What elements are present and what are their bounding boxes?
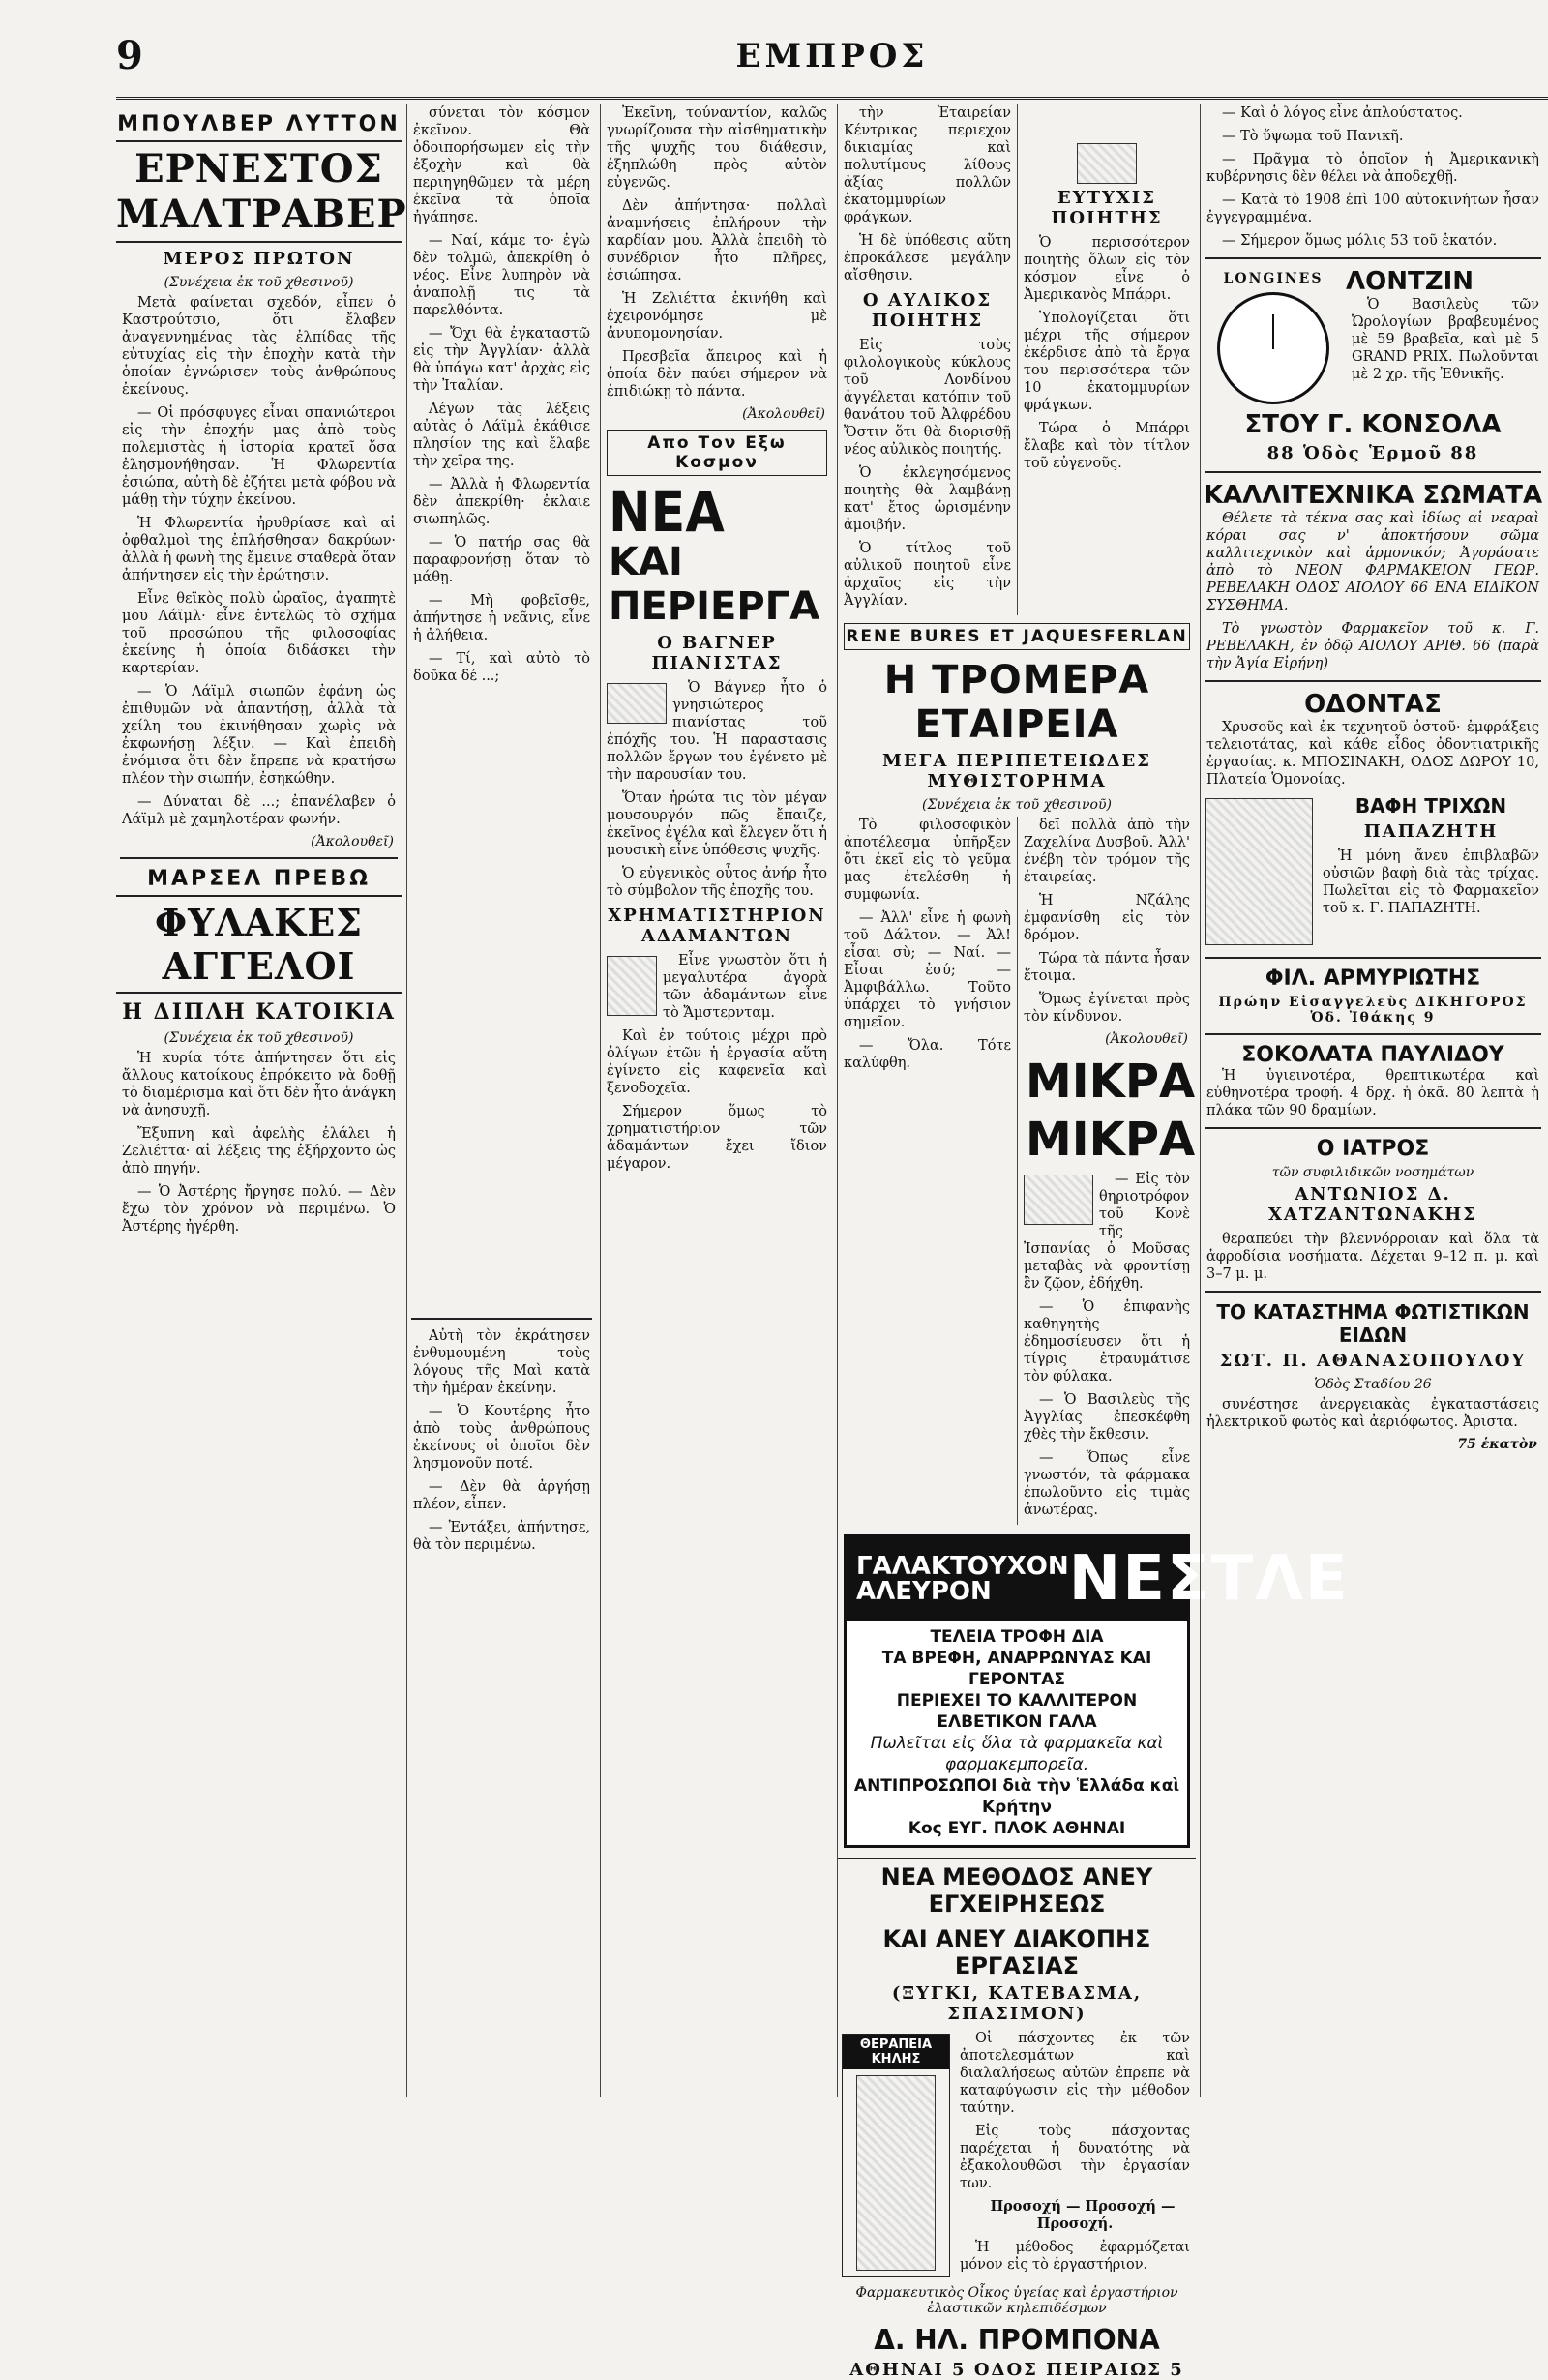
news-line: — Καὶ ὁ λόγος εἶνε ἀπλούστατος.	[1222, 105, 1463, 121]
serial2-paragraph: Αὐτὴ τὸν ἐκράτησεν ἐνθυμουμένη τοὺς λόγους τῆς Μαὶ κατὰ τὴν ἡμέραν ἐκείνην.	[413, 1328, 590, 1396]
serial1-paragraph: Εἶνε θεϊκὸς πολὺ ὡραῖος, ἀγαπητὲ μου Λάϊμλ· εἶνε ἐντελῶς τὸ σχῆμα τοῦ προσώπου τῆς φιλοσοφίας ἐκείνης ἡ ὁποία διδάσκει τὴν καρτερίαν.	[122, 591, 396, 676]
nestle-body	[847, 1621, 1187, 1845]
mikra-heading: ΜΙΚΡΑ	[1026, 1055, 1196, 1109]
odontas-text: Χρυσοῦς καὶ ἐκ τεχνητοῦ ὀστοῦ· ἐμφράξεις τελειοτάτας, καὶ κάθε εἶδος ὀδοντιατρικῆς ἐργασίας. κ. ΜΠΟΣΙΝΑΚΗ, ΟΔΟΣ ΔΩΡΟΥ 10, Πλατεία Ὁμονοίας.	[1206, 720, 1539, 788]
serial2-paragraph: — Ὁ Ἀστέρης ἤργησε πολύ. — Δὲν ἔχω τὸν χρόνον νὰ περιμένω. Ὁ Ἀστέρης ἠγέρθη.	[122, 1184, 396, 1235]
col4-left	[838, 104, 1018, 615]
item2-paragraph: Σήμερον ὅμως τὸ χρηματιστήριον τῶν ἀδαμάντων ἔχει ἴδιον μέγαρον.	[607, 1104, 827, 1172]
eftyxis-paragraph: Ὁ περισσότερον ποιητὴς ὅλων εἰς τὸν κόσμον εἶνε ὁ Ἀμερικανὸς Μπάρρι.	[1024, 235, 1190, 303]
nestle-line: Κος ΕΥΓ. ΠΛΟΚ ΑΘΗΝΑΙ	[908, 1819, 1126, 1838]
eftyxis-paragraph: Τώρα ὁ Μπάρρι ἔλαβε καὶ τὸν τίτλον τοῦ εὐγενοῦς.	[1024, 421, 1190, 471]
nestle-line: ΠΕΡΙΕΧΕΙ ΤΟ ΚΑΛΛΙΤΕΡΟΝ ΕΛΒΕΤΙΚΟΝ ΓΑΛΑ	[896, 1691, 1138, 1732]
longines-text: Ὁ Βασιλεὺς τῶν Ὡρολογίων βραβευμένος μὲ 59 βραβεῖα, καὶ μὲ 5 GRAND PRIX. Πωλοῦνται μὲ 2 χρ. τῆς Ἐθνικῆς.	[1352, 297, 1539, 382]
longines-left	[1201, 267, 1346, 410]
serial1-paragraph: Ἡ Φλωρεντία ἠρυθρίασε καὶ αἱ ὀφθαλμοὶ της ἐπλήσθησαν δακρύων· ἀλλὰ ἡ φωνὴ της ἔμεινε σταθερὰ ὅταν ἀπήντησεν εἰς τὴν ἐρώτησιν.	[122, 516, 396, 583]
store-title: ΤΟ ΚΑΤΑΣΤΗΜΑ ΦΩΤΙΣΤΙΚΩΝ ΕΙΔΩΝ	[1216, 1300, 1530, 1347]
rene-paragraph: Ὅμως ἐγίνεται πρὸς τὸν κίνδυνον.	[1024, 992, 1190, 1025]
nestle-ad	[844, 1534, 1350, 1848]
serial2-paragraph: Ἡ κυρία τότε ἀπήντησεν ὅτι εἰς ἄλλους κατοίκους ἐπρόκειτο νὰ δοθῇ τὸ διαμέρισμα καὶ ὅτι δὲν ἦτο ἀνάγκη νὰ ἀνησυχῇ.	[122, 1051, 396, 1118]
vafi-ad	[1201, 794, 1545, 949]
store-percent: 75 ἑκατὸν	[1457, 1437, 1537, 1452]
nestle-header	[847, 1537, 1350, 1621]
col4-right	[1018, 104, 1196, 615]
kall-text: Θέλετε τὰ τέκνα σας καὶ ἰδίως αἱ νεαραὶ κόραι σας ν' ἀποκτήσουν σῶμα καλλιτεχνικὸν καὶ ἁρμονικόν; Ἀγοράσατε ἀπὸ τὸ ΝΕΟΝ ΦΑΡΜΑΚΕΙΟΝ ΓΕΩΡ. ΡΕΒΕΛΑΚΗ ΟΔΟΣ ΑΙΟΛΟΥ 66 ΕΝΑ ΕΙΔΙΚΟΝ ΣΥΣΘΗΜΑ.	[1206, 511, 1539, 613]
serial2-subtitle: Η ΔΙΠΛΗ ΚΑΤΟΙΚΙΑ	[122, 999, 396, 1025]
method-body	[838, 2030, 1196, 2281]
lawyer-text: Πρώην Εἰσαγγελεὺς ΔΙΚΗΓΟΡΟΣ Ὁδ. Ἰθάκης 9	[1218, 995, 1528, 1026]
nestle-left	[856, 1554, 1069, 1604]
serial2-author: ΜΑΡΣΕΛ ΠΡΕΒΩ	[147, 867, 371, 891]
poet-title: Ο ΑΥΛΙΚΟΣ ΠΟΙΗΤΗΣ	[862, 290, 993, 331]
nestle-brand: ΝΕΣΤΛΕ	[1068, 1543, 1350, 1615]
longines-right	[1346, 267, 1545, 389]
serial2-paragraph: — Ὁ Κουτέρης ἦτο ἀπὸ τοὺς ἀνθρώπους ἐκείνους οἱ ὁποῖοι δὲν λησμονοῦν ποτέ.	[413, 1404, 590, 1472]
divider	[1205, 1291, 1541, 1293]
serial-paragraph: Πρεσβεῖα ἄπειρος καὶ ἡ ὁποία δὲν παύει σήμερον νὰ ἐπιδιώκῃ τὸ πάντα.	[607, 349, 827, 400]
vafi-title: ΒΑΦΗ ΤΡΙΧΩΝ	[1354, 794, 1507, 818]
serial2-title: ΦΥΛΑΚΕΣ ΑΓΓΕΛΟΙ	[116, 895, 402, 994]
divider	[120, 857, 398, 859]
store-address: Ὁδὸς Σταδίου 26	[1314, 1377, 1432, 1392]
news-line: — Πρᾶγμα τὸ ὁποῖον ἡ Ἀμερικανικὴ κυβέρνησις δὲν θέλει νὰ ἀποδεχθῇ.	[1206, 152, 1539, 185]
kall-text-2: Τὸ γνωστὸν Φαρμακεῖον τοῦ κ. Γ. ΡΕΒΕΛΑΚΗ, ἐν ὁδῷ ΑΙΟΛΟΥ ΑΡΙΘ. 66 (παρὰ τὴν Ἁγία Εἰρήνη)	[1206, 621, 1539, 671]
serial-paragraph: Ἐκεῖνη, τούναντίον, καλῶς γνωρίζουσα τὴν αἰσθηματικὴν τῆς ψυχῆς του διάθεσιν, ἐξηπλώθη πρὸς αὐτὸν εὐγενῶς.	[607, 105, 827, 191]
serial1-author: ΜΠΟΥΛΒΕΡ ΛΥΤΤΟΝ	[117, 112, 401, 136]
doctor-name: ΑΝΤΩΝΙΟΣ Δ. ΧΑΤΖΑΝΤΩΝΑΚΗΣ	[1267, 1184, 1478, 1225]
serial1-paragraph: — Ἀλλὰ ἡ Φλωρεντία δὲν ἀπεκρίθη· ἐκλαιε σιωπηλῶς.	[413, 477, 590, 527]
method-footer-1: Φαρμακευτικὸς Οἶκος ὑγείας καὶ ἐργαστήριον ἐλαστικῶν κηλεπιδέσμων	[855, 2285, 1178, 2316]
store-text: συνέστησε ἀνεργειακὰς ἐγκαταστάσεις ἠλεκτρικοῦ φωτὸς καὶ ἀεριόφωτος. Ἀριστα.	[1206, 1397, 1539, 1430]
method-head-1: ΝΕΑ ΜΕΘΟΔΟΣ ΑΝΕΥ ΕΓΧΕΙΡΗΣΕΩΣ	[838, 1858, 1196, 1918]
nestle-line: Πωλεῖται εἰς ὅλα τὰ φαρμακεῖα καὶ φαρμακεμπορεῖα.	[870, 1734, 1164, 1774]
nestle-left-top: ΓΑΛΑΚΤΟΥΧΟΝ	[856, 1552, 1069, 1581]
serial1-paragraph: — Ὁ πατήρ σας θὰ παραφρονήσῃ ὅταν τὸ μάθῃ.	[413, 535, 590, 585]
poet-paragraph: Ὁ τίτλος τοῦ αὐλικοῦ ποιητοῦ εἶνε ἀρχαῖος εἰς τὴν Ἀγγλίαν.	[844, 541, 1011, 609]
pen-illustration	[607, 683, 667, 724]
rene-title: Η ΤΡΟΜΕΡΑ ΕΤΑΙΡΕΙΑ	[883, 658, 1150, 747]
column-3	[600, 104, 833, 2097]
method-head-3: (ΞΥΓΚΙ, ΚΑΤΕΒΑΣΜΑ, ΣΠΑΣΙΜΟΝ)	[891, 1983, 1143, 2024]
column-1	[116, 104, 407, 2097]
serial1-part: ΜΕΡΟΣ ΠΡΩΤΟΝ	[163, 249, 355, 269]
rene-paragraph: δεῖ πολλὰ ἀπὸ τὴν Ζαχελίνα Δυσβοῦ. Ἀλλ' ἐνέβη τὸν τρόμον τῆς ἐταιρείας.	[1024, 818, 1190, 885]
rene-continuation: (Συνέχεια ἐκ τοῦ χθεσινοῦ)	[922, 797, 1112, 813]
column-2	[406, 104, 596, 2097]
item1-paragraph: Ὁ Βάγνερ ἦτο ὁ γνησιώτερος πιανίστας τοῦ ἐπόχῆς του. Ἡ παραστασις πολλῶν ἔργων του ἐγένετο μὲ τὴν παρουσίαν του.	[607, 680, 827, 783]
rene-paragraph: Ἡ Νζάλης ἐμφανίσθη εἰς τὸν δρόμον.	[1024, 893, 1190, 943]
nestle-left-bottom: ΑΛΕΥΡΟΝ	[856, 1577, 992, 1606]
kall-title: ΚΑΛΛΙΤΕΧΝΙΚΑ ΣΩΜΑΤΑ	[1203, 481, 1543, 510]
method-head-2: ΚΑΙ ΑΝΕΥ ΔΙΑΚΟΠΗΣ ΕΡΓΑΣΙΑΣ	[882, 1925, 1151, 1979]
item2-title: ΧΡΗΜΑΤΙΣΤΗΡΙΟΝ ΑΔΑΜΑΝΤΩΝ	[608, 906, 826, 946]
serial-paragraph: Δὲν ἀπήντησα· πολλαὶ ἀναμνήσεις ἐπλήρουν τὴν καρδίαν μου. Ἀλλὰ ἐπειδὴ τὸ συνέδριον ἦτο πλῆρες, ἐσιώπησα.	[607, 198, 827, 283]
method-paragraph: Ἡ μέθοδος ἐφαρμόζεται μόνον εἰς τὸ ἐργαστήριον.	[960, 2240, 1190, 2273]
eftyxis-paragraph: Ὑπολογίζεται ὅτι μέχρι τῆς σήμερον ἐκέρδισε ἀπὸ τὰ ἔργα του περισσότερα τῶν 10 ἑκατομμυρίων φράγκων.	[1024, 311, 1190, 413]
divider	[1205, 257, 1541, 259]
col3-end-note: (Ἀκολουθεῖ)	[742, 406, 825, 422]
serial2-continuation: (Συνέχεια ἐκ τοῦ χθεσινοῦ)	[164, 1030, 354, 1046]
divider	[1205, 957, 1541, 959]
col4-top-row	[838, 104, 1196, 615]
method-badge: ΘΕΡΑΠΕΙΑ ΚΗΛΗΣ	[843, 2035, 949, 2069]
spacer	[407, 691, 596, 1310]
serial1-paragraph: — Δύναται δὲ ...; ἐπανέλαβεν ὁ Λάϊμλ μὲ χαμηλοτέραν φωνήν.	[122, 794, 396, 827]
rene-paragraph: — Ὄλα. Τότε καλύφθη.	[844, 1038, 1011, 1071]
nestle-line: ΑΝΤΙΠΡΟΣΩΠΟΙ διὰ τὴν Ἑλλάδα καὶ Κρήτην	[853, 1776, 1180, 1817]
divider	[1205, 471, 1541, 473]
vafi-sub: ΠΑΠΑΖΗΤΗ	[1363, 821, 1499, 842]
vafi-right	[1317, 794, 1545, 949]
longines-name: ΛΟΝΤΖΙΝ	[1346, 267, 1474, 296]
mikra-heading-2: ΜΙΚΡΑ	[1026, 1113, 1196, 1167]
chocolate-title: ΣΟΚΟΛΑΤΑ ΠΑΥΛΙΔΟΥ	[1241, 1043, 1504, 1067]
serial1-paragraph: — Οἱ πρόσφυγες εἶναι σπανιώτεροι εἰς τὴν ἐποχήν μας ἀπὸ τοὺς πολεμιστὰς ἡ ἱστορία κρατεῖ ὅσα ἐλησμονήθησαν. Ἡ Φλωρεντία ἐσιώπα, αὐτὴ δὲ ἐζήτει μετὰ φόβου νὰ μάθῃ τὴν τύχην ἐκείνου.	[122, 405, 396, 508]
news-line: — Τὸ ὕψωμα τοῦ Πανικῆ.	[1222, 129, 1404, 144]
divider	[1205, 1127, 1541, 1129]
rene-subtitle: ΜΕΓΑ ΠΕΡΙΠΕΤΕΙΩΔΕΣ ΜΥΘΙΣΤΟΡΗΜΑ	[881, 751, 1151, 791]
mikra-paragraph: — Ὅπως εἶνε γνωστόν, τὰ φάρμακα ἐπωλοῦντο εἰς τιμὰς ἀνωτέρας.	[1024, 1450, 1190, 1518]
tiger-illustration	[1024, 1175, 1093, 1225]
rene-body	[838, 817, 1196, 1525]
poet-paragraph: Εἰς τοὺς φιλολογικοὺς κύκλους τοῦ Λονδίνου ἀγγέλεται κατόπιν τοῦ θανάτου τοῦ Ἀλφρέδου Ὄστιν ὅτι θὰ διορισθῇ νέος αὐλικὸς ποιητής.	[844, 338, 1011, 458]
figure-illustration	[856, 2075, 936, 2271]
vafi-text: Ἡ μόνη ἄνευ ἐπιβλαβῶν οὐσιῶν βαφὴ διὰ τὰς τρίχας. Πωλεῖται εἰς τὸ Φαρμακεῖον τοῦ κ. Γ. ΠΑΠΑΖΗΤΗ.	[1323, 848, 1539, 916]
serial1-continuation: (Συνέχεια ἐκ τοῦ χθεσινοῦ)	[164, 275, 354, 290]
serial1-paragraph: Μετὰ φαίνεται σχεδόν, εἶπεν ὁ Καστρούτσιο, ὅτι ἔλαβεν ἀναγεννημένας τὰς ἐλπίδας τῆς εὐτυχίας εἰς τὴν ἐποχὴν κατὰ τὴν ὁποίαν ἐγνώρισεν τοὺς ἀνθρώπους ἐκείνους.	[122, 295, 396, 398]
item2-paragraph: Εἶνε γνωστὸν ὅτι ἡ μεγαλυτέρα ἀγορὰ τῶν ἀδαμάντων εἶνε τὸ Ἄμστερνταμ.	[663, 953, 827, 1021]
method-paragraph: Εἰς τοὺς πάσχοντας παρέχεται ἡ δυνατότης νὰ ἐξακολουθῶσι τὴν ἐργασίαν των.	[960, 2124, 1190, 2191]
mikra-paragraph: — Ὁ Βασιλεὺς τῆς Ἀγγλίας ἐπεσκέφθη χθὲς τὴν ἔκθεσιν.	[1024, 1392, 1190, 1443]
mikra-paragraph: — Εἰς τὸν θηριοτρόφον τοῦ Κονὲ τῆς Ἰσπανίας ὁ Μοῦσας μεταβὰς νὰ φροντίσῃ ἓν ζῷον, ἐδήχθη.	[1024, 1172, 1190, 1292]
poet-paragraph: Ὁ ἐκλεγησόμενος ποιητὴς θὰ λαμβάνῃ κατ' ἔτος ὡρισμένην ἀμοιβήν.	[844, 465, 1011, 533]
serial1-paragraph: — Μὴ φοβεῖσθε, ἀπήντησε ἡ νεᾶνις, εἶνε ἡ ἀλήθεια.	[413, 593, 590, 643]
serial1-paragraph: Λέγων τὰς λέξεις αὐτὰς ὁ Λάϊμλ ἐκάθισε πλησίον της καὶ ἔλαβε τὴν χεῖρα της.	[413, 402, 590, 469]
doctor-title: Ο ΙΑΤΡΟΣ	[1316, 1137, 1430, 1161]
rene-paragraph: Τώρα τὰ πάντα ἦσαν ἕτοιμα.	[1024, 951, 1190, 984]
col4-paragraph: τὴν Ἐταιρείαν Κέντρικας περιεχον δικιαμίας καὶ πολυτίμους λίθους ἀξίας πολλῶν ἑκατομμυρίων φράγκων.	[844, 105, 1011, 225]
clock-icon	[1217, 292, 1329, 404]
mikra-paragraph: — Ὁ ἐπιφανὴς καθηγητὴς ἐδημοσίευσεν ὅτι ἡ τίγρις ἐτραυμάτισε τὸν φύλακα.	[1024, 1299, 1190, 1384]
item1-paragraph: Ὁ εὐγενικὸς οὗτος ἀνήρ ἦτο τὸ σύμβολον τῆς ἐποχῆς του.	[607, 866, 827, 899]
rene-left	[838, 817, 1018, 1525]
method-paragraph: Οἱ πάσχοντες ἐκ τῶν ἀποτελεσμάτων καὶ διαλαλήσεως αὐτῶν ἐπρεπε νὰ καταφύγωσιν εἰς τὴν μέθοδον ταύτην.	[960, 2031, 1190, 2116]
method-paragraph: Προσοχή — Προσοχή — Προσοχή.	[990, 2198, 1176, 2232]
longines-ad	[1201, 267, 1545, 410]
doctor-text: θεραπεύει τὴν βλεννόρροιαν καὶ ὅλα τὰ ἀφροδίσια νοσήματα. Δέχεται 9–12 π. μ. καὶ 3–7 μ. μ.	[1206, 1232, 1539, 1282]
col4-paragraph: Ἡ δὲ ὑπόθεσις αὕτη ἐπροκάλεσε μεγάλην αἴσθησιν.	[844, 233, 1011, 283]
news-line: — Σήμερον ὅμως μόλις 53 τοῦ ἑκατόν.	[1222, 233, 1498, 249]
divider	[1205, 1033, 1541, 1035]
nea-heading: ΝΕΑ	[609, 479, 725, 545]
page-number: 9	[116, 33, 143, 78]
serial1-paragraph: — Τί, καὶ αὐτὸ τὸ δοῦκα δέ ...;	[413, 651, 590, 684]
divider	[1205, 680, 1541, 682]
method-text	[954, 2030, 1196, 2281]
serial2-paragraph: — Ἐντάξει, ἀπήντησε, θὰ τὸν περιμένω.	[413, 1520, 590, 1553]
odontas-title: ΟΔΟΝΤΑΣ	[1304, 690, 1442, 719]
item2-paragraph: Καὶ ἐν τούτοις μέχρι πρὸ ὀλίγων ἐτῶν ἡ ἐργασία αὕτη ἐγίνετο εἰς καφενεῖα καὶ ξενοδοχεῖα.	[607, 1028, 827, 1096]
nestle-line: ΤΕΛΕΙΑ ΤΡΟΦΗ ΔΙΑ	[930, 1627, 1104, 1647]
serial1-paragraph: — Ναί, κάμε το· ἐγὼ δὲν τολμῶ, ἀπεκρίθη ὁ νέος. Εἶνε λυπηρὸν νὰ ἀναπολῇ τις τὰ παρελθόντα.	[413, 233, 590, 318]
masthead	[116, 27, 1548, 100]
serial1-paragraph: — Ὁ Λάϊμλ σιωπῶν ἐφάνη ὡς ἐπιθυμῶν νὰ ἀπαντήσῃ, ἀλλὰ τὰ χείλη του ἐκινήθησαν χωρὶς νὰ ἐκφωνήσῃ λέξιν. — Καὶ ἐπειδὴ ἐνόμισα ὅτι δὲν ἔπρεπε νὰ κρατήσω πλέον τὴν σιωπήν, ἐσηκώθην.	[122, 684, 396, 787]
nestle-line: ΤΑ ΒΡΕΦΗ, ΑΝΑΡΡΩΝΥΑΣ ΚΑΙ ΓΕΡΟΝΤΑΣ	[881, 1649, 1152, 1689]
serial1-end-note: (Ἀκολουθεῖ)	[311, 834, 394, 849]
news-line: — Κατὰ τὸ 1908 ἐπὶ 100 αὐτοκινήτων ἦσαν ἐγγεγραμμένα.	[1206, 193, 1539, 225]
method-footer-2: Δ. ΗΛ. ΠΡΟΜΠΟΝΑ	[874, 2324, 1160, 2356]
method-badge-box	[842, 2034, 950, 2277]
item1-paragraph: Ὅταν ἠρώτα τις τὸν μέγαν μουσουργόν πῶς ἔπαιζε, ἐκεῖνος ἐγέλα καὶ ἔλεγεν ὅτι ἡ μουσικὴ εἶνε ὑπόθεσις ψυχῆς.	[607, 790, 827, 858]
paper-name: ΕΜΠΡΟΣ	[735, 37, 929, 75]
serial1-paragraph: σύνεται τὸν κόσμον ἐκεῖνον. Θὰ ὁδοιπορήσωμεν εἰς τὴν ἐξοχὴν καὶ θὰ περιηγηθῶμεν τὰ μέρη ἐκεῖνα τὰ ὁποῖα ἠγάπησε.	[413, 105, 590, 225]
store-name: ΣΩΤ. Π. ΑΘΑΝΑΣΟΠΟΥΛΟΥ	[1219, 1351, 1527, 1371]
serial-paragraph: Ἡ Ζελιέττα ἐκινήθη καὶ ἐχειρονόμησε μὲ ἀνυπομονησίαν.	[607, 291, 827, 342]
rene-authors: RENE BURES ET JAQUESFERLAN	[844, 623, 1190, 650]
serial2-paragraph: — Δὲν θὰ ἀργήσῃ πλέον, εἶπεν.	[413, 1479, 590, 1512]
divider	[411, 1318, 592, 1320]
item1-title: Ο ΒΑΓΝΕΡ ΠΙΑΝΙΣΤΑΣ	[651, 633, 783, 673]
swan-illustration	[1077, 143, 1137, 184]
rene-end-note: (Ἀκολουθεῖ)	[1105, 1031, 1188, 1047]
konsolas-name: ΣΤΟΥ Γ. ΚΟΝΣΟΛΑ	[1244, 410, 1502, 439]
woman-illustration	[1205, 798, 1313, 945]
column-5	[1200, 104, 1545, 2097]
animal-illustration	[607, 956, 657, 1016]
foreign-section-bar: Απο Τον Εξω Κοσμον	[607, 430, 827, 476]
eftyxis-title: ΕΥΤΥΧΙΣ ΠΟΙΗΤΗΣ	[1051, 188, 1163, 228]
serial1-title: ΕΡΝΕΣΤΟΣ ΜΑΛΤΡΑΒΕΡ	[116, 140, 402, 243]
lawyer-title: ΦΙΛ. ΑΡΜΥΡΙΩΤΗΣ	[1265, 967, 1481, 991]
rene-paragraph: — Ἀλλ' εἶνε ἡ φωνὴ τοῦ Δάλτον. — Ἀλ! εἶσαι σὺ; — Ναί. — Εἶσαι ἐσύ; — Ἀμφιβάλλω. Τοῦτο ὑπάρχει τὸ γνήσιον σημεῖον.	[844, 910, 1011, 1030]
chocolate-text: Ἡ ὑγιεινοτέρα, θρεπτικωτέρα καὶ εὐθηνοτέρα τροφή. 4 δρχ. ἡ ὀκᾶ. 80 λεπτὰ ἡ πλάκα τῶν 90 δραμίων.	[1206, 1068, 1539, 1118]
doctor-sub: τῶν συφιλιδικῶν νοσημάτων	[1271, 1165, 1474, 1180]
method-footer-3: ΑΘΗΝΑΙ 5 ΟΔΟΣ ΠΕΙΡΑΙΩΣ 5	[849, 2360, 1184, 2380]
konsolas-address: 88 Ὁδὸς Ἑρμοῦ 88	[1266, 443, 1479, 463]
rene-right	[1018, 817, 1196, 1525]
kai-perierga-heading: ΚΑΙ ΠΕΡΙΕΡΓΑ	[609, 540, 820, 629]
serial1-paragraph: — Ὄχι θὰ ἐγκαταστῶ εἰς τὴν Ἀγγλίαν· ἀλλὰ θὰ ὑπάγω κατ' ἀρχὰς εἰς τὴν Ἰταλίαν.	[413, 326, 590, 394]
rene-paragraph: Τὸ φιλοσοφικὸν ἀποτέλεσμα ὑπῆρξεν ὅτι ἐκεῖ εἰς τὸ γεῦμα μας ἐτελέσθη ἡ συμφωνία.	[844, 818, 1011, 903]
serial2-paragraph: Ἔξυπνη καὶ ἀφελὴς ἐλάλει ἡ Ζελιέττα· αἱ λέξεις της ἐξήρχοντο ὡς ἀπὸ πηγήν.	[122, 1126, 396, 1176]
longines-label: LONGINES	[1223, 271, 1324, 286]
